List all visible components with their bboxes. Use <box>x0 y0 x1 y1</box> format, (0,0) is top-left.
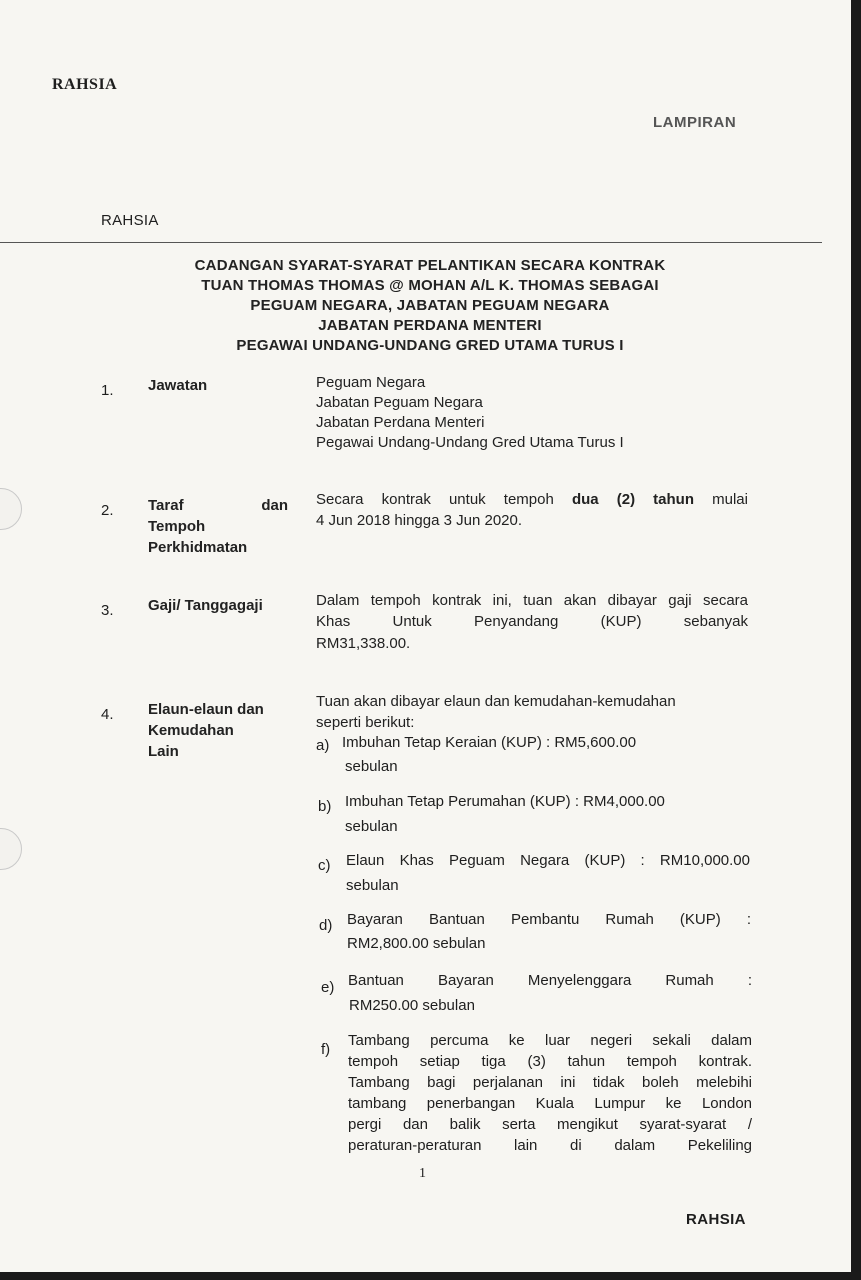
item-value-line: Khas Untuk Penyandang (KUP) sebanyak <box>316 613 748 630</box>
title-line: JABATAN PERDANA MENTERI <box>318 317 542 334</box>
item-label: Jawatan <box>148 377 208 394</box>
subitem-line: RM2,800.00 sebulan <box>347 935 486 952</box>
title-line: TUAN THOMAS THOMAS @ MOHAN A/L K. THOMAS SEBAGAI <box>201 277 659 294</box>
subitem-line: tambang penerbangan Kuala Lumpur ke London <box>348 1095 752 1112</box>
item-value-line: 4 Jun 2018 hingga 3 Jun 2020. <box>316 512 523 529</box>
subitem-letter: a) <box>316 737 330 754</box>
subitem-letter: d) <box>319 917 333 934</box>
subitem-line: Bayaran Bantuan Pembantu Rumah (KUP) : <box>347 911 751 928</box>
item-label: Perkhidmatan <box>148 539 248 556</box>
subitem-line: sebulan <box>345 758 398 775</box>
page-number: 1 <box>419 1166 426 1181</box>
subitem-letter: c) <box>318 857 331 874</box>
title-line: PEGUAM NEGARA, JABATAN PEGUAM NEGARA <box>250 297 610 314</box>
subitem-line: RM250.00 sebulan <box>349 997 475 1014</box>
subitem-line: Tambang percuma ke luar negeri sekali dalam <box>348 1032 752 1049</box>
item-value-line: Peguam Negara <box>316 374 426 391</box>
subitem-line: pergi dan balik serta mengikut syarat-syarat / <box>348 1116 752 1133</box>
lampiran-label: LAMPIRAN <box>653 114 737 131</box>
item-value-line: Jabatan Perdana Menteri <box>316 414 485 431</box>
divider-line <box>0 242 822 243</box>
subitem-line: Bantuan Bayaran Menyelenggara Rumah : <box>348 972 752 989</box>
item-value-line: Dalam tempoh kontrak ini, tuan akan dibayar gaji secara <box>316 592 748 609</box>
item-number: 4. <box>101 706 114 723</box>
item-value-line: Jabatan Peguam Negara <box>316 394 483 411</box>
item-number: 1. <box>101 382 114 399</box>
subitem-line: Imbuhan Tetap Keraian (KUP) : RM5,600.00 <box>342 734 637 751</box>
item-number: 2. <box>101 502 114 519</box>
classification-bottom: RAHSIA <box>686 1211 746 1228</box>
item-value-line: Tuan akan dibayar elaun dan kemudahan-kemudahan <box>316 693 676 710</box>
subitem-line: Imbuhan Tetap Perumahan (KUP) : RM4,000.00 <box>345 793 665 810</box>
punch-hole <box>0 488 22 530</box>
value-text: mulai <box>694 491 748 508</box>
item-value-line: seperti berikut: <box>316 714 415 731</box>
subitem-line: peraturan-peraturan lain di dalam Pekeliling <box>348 1137 752 1154</box>
subitem-line: tempoh setiap tiga (3) tahun tempoh kontrak. <box>348 1053 752 1070</box>
value-text: Secara kontrak untuk tempoh <box>316 491 572 508</box>
title-line: PEGAWAI UNDANG-UNDANG GRED UTAMA TURUS I <box>236 337 624 354</box>
item-label: Gaji/ Tanggagaji <box>148 597 263 614</box>
subitem-letter: f) <box>321 1041 331 1058</box>
subitem-line: Tambang bagi perjalanan ini tidak boleh melebihi <box>348 1074 752 1091</box>
subitem-line: Elaun Khas Peguam Negara (KUP) : RM10,000.00 <box>346 852 750 869</box>
item-label: Lain <box>148 743 179 760</box>
item-value-line <box>316 490 748 510</box>
subitem-line: sebulan <box>345 818 398 835</box>
item-label: Taraf dan <box>148 497 288 514</box>
classification-second: RAHSIA <box>101 212 159 229</box>
item-label: Tempoh <box>148 518 206 535</box>
subitem-line: sebulan <box>346 877 399 894</box>
item-value-line: Pegawai Undang-Undang Gred Utama Turus I <box>316 434 624 451</box>
item-label: Kemudahan <box>148 722 234 739</box>
title-line: CADANGAN SYARAT-SYARAT PELANTIKAN SECARA KONTRAK <box>194 257 666 274</box>
subitem-letter: b) <box>318 798 332 815</box>
item-value-line: RM31,338.00. <box>316 635 411 652</box>
classification-top: RAHSIA <box>52 76 118 93</box>
item-number: 3. <box>101 602 114 619</box>
punch-hole <box>0 828 22 870</box>
subitem-letter: e) <box>321 979 335 996</box>
item-label: Elaun-elaun dan <box>148 701 264 718</box>
value-bold-text: dua (2) tahun <box>571 491 695 508</box>
